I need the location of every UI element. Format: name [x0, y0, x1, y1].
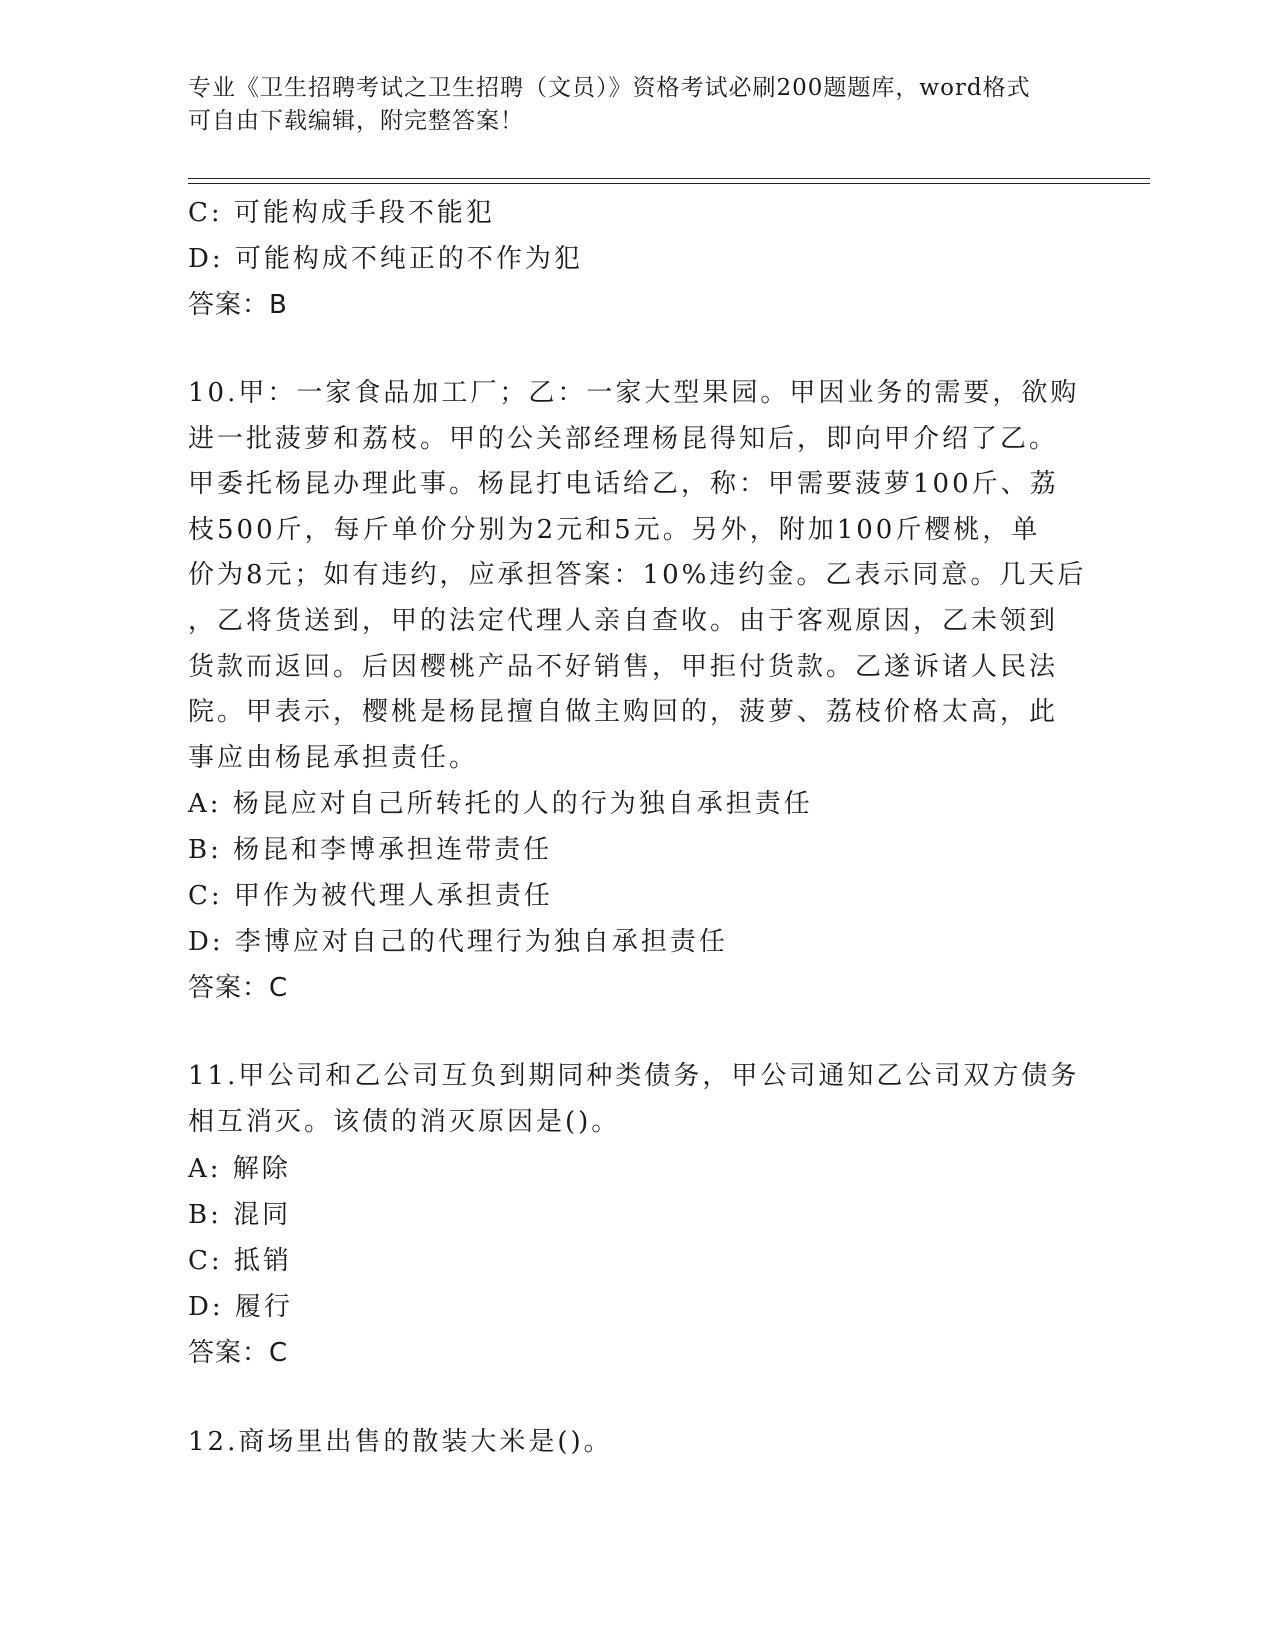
- header-line-1: 专业《卫生招聘考试之卫生招聘（文员）》资格考试必刷200题题库，word格式: [188, 75, 1031, 101]
- option-b: B: 混同: [188, 1199, 292, 1230]
- header-line-2: 可自由下载编辑，附完整答案！: [188, 108, 524, 134]
- stem-line: 进一批菠萝和荔枝。甲的公关部经理杨昆得知后，即向甲介绍了乙。: [188, 423, 1059, 454]
- option-b: B: 杨昆和李博承担连带责任: [188, 835, 553, 866]
- document-header: [188, 72, 1068, 138]
- stem-line: 相互消灭。该债的消灭原因是()。: [188, 1106, 621, 1137]
- question-stem: 12.商场里出售的散装大米是()。: [188, 1426, 613, 1457]
- stem-line: 10.甲：一家食品加工厂；乙：一家大型果园。甲因业务的需要，欲购: [188, 378, 1080, 408]
- option-d: D: 李博应对自己的代理行为独自承担责任: [188, 927, 728, 958]
- option-a: A: 杨昆应对自己所转托的人的行为独自承担责任: [188, 789, 813, 820]
- stem-line: 价为8元；如有违约，应承担答案：10%违约金。乙表示同意。几天后: [188, 560, 1087, 591]
- answer: 答案：C: [188, 973, 289, 1004]
- stem-line: ，乙将货送到，甲的法定代理人亲自查收。由于客观原因，乙未领到: [188, 605, 1059, 636]
- option-c: C: 甲作为被代理人承担责任: [188, 881, 553, 912]
- option-c: C: 抵销: [188, 1245, 292, 1276]
- header-divider: [188, 178, 1150, 179]
- stem-line: 事应由杨昆承担责任。: [188, 742, 479, 773]
- stem-line: 枝500斤，每斤单价分别为2元和5元。另外，附加100斤樱桃，单: [188, 514, 1041, 545]
- header-divider-thin: [188, 183, 1150, 184]
- stem-line: 11.甲公司和乙公司互负到期同种类债务，甲公司通知乙公司双方债务: [188, 1061, 1080, 1092]
- option-a: A: 解除: [188, 1153, 291, 1184]
- question-stem: [188, 1054, 1088, 1145]
- option-d: D: 履行: [188, 1291, 293, 1322]
- question-stem: [188, 371, 1088, 781]
- question-12: [188, 1419, 1088, 1465]
- answer: 答案：B: [188, 290, 288, 320]
- option-c: C: 可能构成手段不能犯: [188, 198, 495, 228]
- stem-line: 货款而返回。后因樱桃产品不好销售，甲拒付货款。乙遂诉诸人民法: [188, 651, 1059, 682]
- question-9-tail: [188, 190, 1088, 328]
- question-10: [188, 371, 1088, 1011]
- answer: 答案：C: [188, 1337, 289, 1368]
- stem-line: 甲委托杨昆办理此事。杨昆打电话给乙，称：甲需要菠萝100斤、荔: [188, 469, 1059, 500]
- option-d: D: 可能构成不纯正的不作为犯: [188, 244, 583, 274]
- stem-line: 院。甲表示，樱桃是杨昆擅自做主购回的，菠萝、荔枝价格太高，此: [188, 697, 1059, 728]
- document-body: [188, 190, 1088, 1465]
- question-11: [188, 1054, 1088, 1375]
